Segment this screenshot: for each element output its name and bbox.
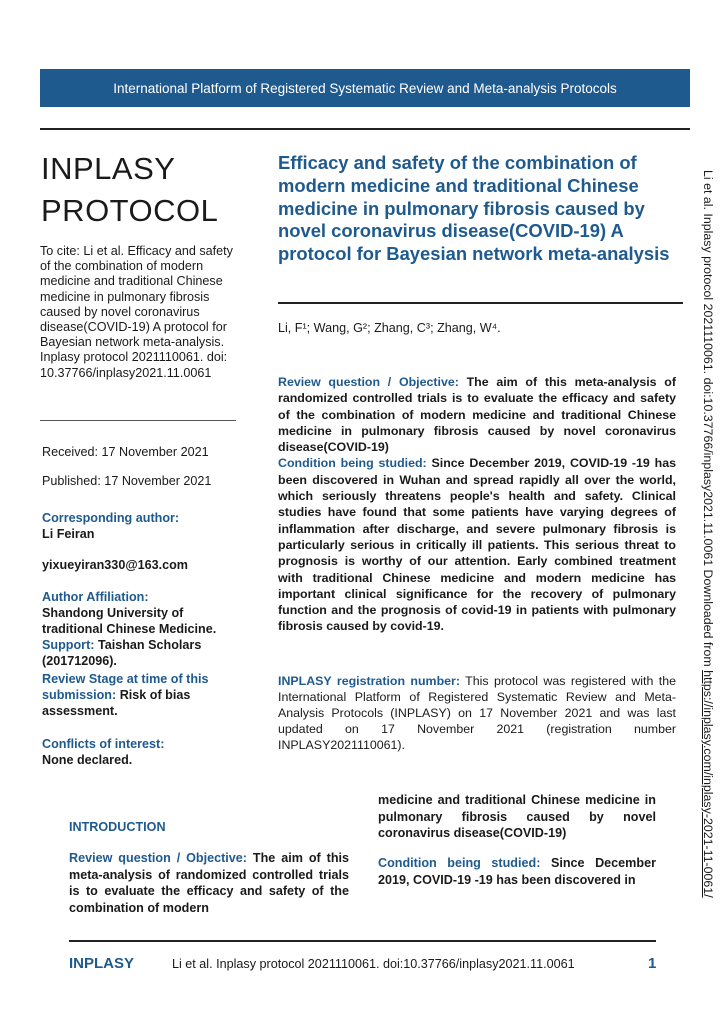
title-rule — [278, 302, 683, 304]
brand-line-2: PROTOCOL — [41, 193, 219, 228]
author-affiliation — [42, 589, 237, 637]
support-text: Taishan Scholars (201712096). — [42, 638, 202, 668]
support — [42, 637, 237, 669]
conflicts-of-interest — [42, 736, 237, 768]
abstract-condition-label: Condition being studied: — [278, 456, 427, 471]
corresponding-name: Li Feiran — [42, 527, 95, 541]
header-rule — [40, 128, 690, 130]
brand-title — [41, 148, 251, 232]
vertical-note-text: Li et al. Inplasy protocol 2021110061. doi:10.37766/inplasy2021.11.0061 Downloaded from — [701, 170, 715, 671]
intro-condition — [378, 855, 656, 888]
intro-condition-label: Condition being studied: — [378, 856, 541, 870]
intro-review-question-continued: medicine and traditional Chinese medicine in pulmonary fibrosis caused by novel coronavirus disease(COVID-19) — [378, 793, 656, 840]
sidebar-rule — [40, 420, 236, 421]
footer-citation: Li et al. Inplasy protocol 2021110061. doi:10.37766/inplasy2021.11.0061 — [172, 957, 575, 971]
author-list: Li, F¹; Wang, G²; Zhang, C³; Zhang, W⁴. — [278, 321, 501, 335]
article-title: Efficacy and safety of the combination of modern medicine and traditional Chinese medicine in pulmonary fibrosis caused by novel coronavirus disease(COVID-19) A protocol for Bayesian network meta-analysis — [278, 152, 670, 265]
support-label: Support: — [42, 638, 95, 652]
conflicts-text: None declared. — [42, 753, 133, 767]
citation-block: To cite: Li et al. Efficacy and safety of the combination of modern medicine and traditional Chinese medicine in pulmonary fibrosis caused by novel coronavirus disease(COVID-19) A protocol for Bayesian network meta-analysis. Inplasy protocol 2021110061. doi: 10.37766/inplasy2021.11.0061 — [40, 244, 233, 380]
review-stage — [42, 671, 237, 719]
intro-review-question-label: Review question / Objective: — [69, 851, 247, 865]
affiliation-label: Author Affiliation: — [42, 590, 149, 604]
corresponding-author — [42, 510, 237, 542]
intro-review-question — [69, 850, 349, 916]
brand-line-1: INPLASY — [41, 151, 176, 186]
intro-condition-text: Since December 2019, COVID-19 -19 has been discovered in — [378, 856, 656, 887]
review-stage-label: Review Stage at time of this submission: — [42, 672, 209, 702]
intro-review-question-text: The aim of this meta-analysis of randomized controlled trials is to evaluate the efficacy and safety of the combination of modern — [69, 851, 350, 915]
abstract-review-question-label: Review question / Objective: — [278, 375, 459, 389]
vertical-download-note — [699, 170, 719, 910]
affiliation-text: Shandong University of traditional Chinese Medicine. — [42, 606, 217, 636]
introduction-heading: INTRODUCTION — [69, 820, 166, 834]
abstract-review-question: The aim of this meta-analysis of randomized controlled trials is to evaluate the efficacy and safety of the combination of modern medicine and traditional Chinese medicine in pulmonary fibrosis caused by novel coronavirus disease(COVID-19) — [278, 375, 676, 455]
footer-rule — [69, 940, 656, 942]
review-stage-text: Risk of bias assessment. — [42, 688, 191, 718]
registration-info — [278, 673, 676, 753]
published-date: Published: 17 November 2021 — [42, 474, 212, 488]
header-banner: International Platform of Registered Systematic Review and Meta-analysis Protocols — [40, 69, 690, 107]
registration-label: INPLASY registration number: — [278, 674, 460, 688]
abstract-condition: Since December 2019, COVID-19 -19 has been discovered in Wuhan and spread rapidly all over the world, which seriously threatens people's health and safety. Clinical studies have found that some patients have varying degrees of inflammation after discharge, and severe pulmonary fibrosis is particularly serious in critically ill patients. This serious threat to prognosis is worthy of our attention. Early combined treatment with traditional Chinese medicine and modern medicine has important clinical significance for the recovery of pulmonary function and the prognosis of covid-19 in patients with pulmonary fibrosis caused by covid-19. — [278, 456, 676, 634]
conflicts-label: Conflicts of interest: — [42, 737, 165, 751]
abstract — [278, 374, 676, 635]
corresponding-label: Corresponding author: — [42, 511, 180, 525]
registration-text: This protocol was registered with the International Platform of Registered Systematic Review and Meta-Analysis Protocols (INPLASY) on 17 November 2021 and was last updated on 17 November 2021 (registration number INPLASY2021110061). — [278, 674, 676, 753]
download-link[interactable]: https://inplasy.com/inplasy-2021-11-0061/ — [701, 670, 715, 898]
author-email: yixueyiran330@163.com — [42, 558, 189, 572]
page-number: 1 — [648, 955, 657, 972]
footer-brand: INPLASY — [69, 955, 135, 972]
received-date: Received: 17 November 2021 — [42, 445, 209, 459]
